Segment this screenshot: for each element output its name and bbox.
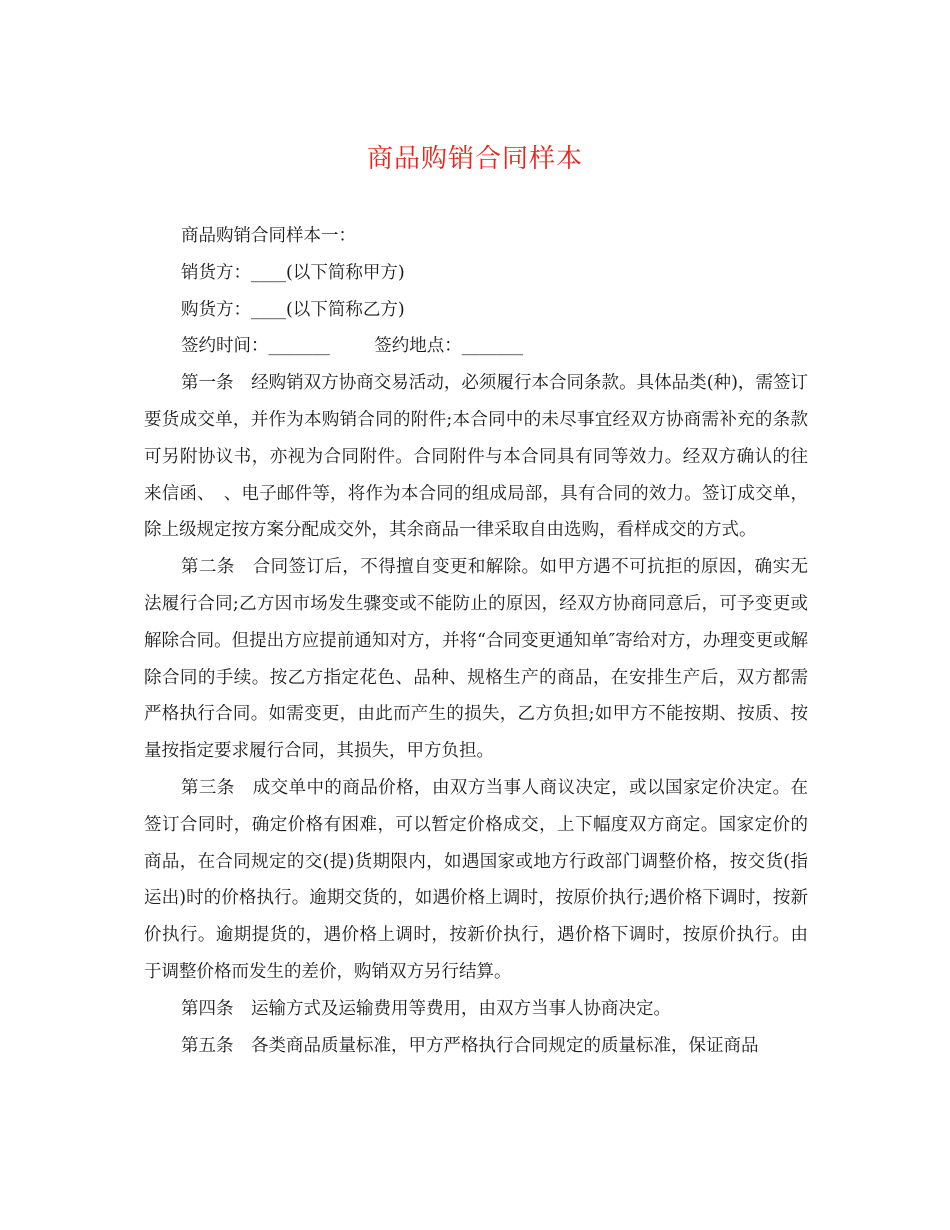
article-1: 第一条 经购销双方协商交易活动，必须履行本合同条款。具体品类(种)，需签订要货成交单，并作为本购销合同的附件;本合同中的未尽事宜经双方协商需补充的条款可另附协议书，亦视为合同附件。合同附件与本合同具有同等效力。经双方确认的往来信函、 、电子邮件等，将作为本合同的组成局部，具有合同的效力。签订成交单，除上级规定按方案分配成交外，其余商品一律采取自由选购，看样成交的方式。	[144, 373, 808, 541]
article-2: 第二条 合同签订后，不得擅自变更和解除。如甲方遇不可抗拒的原因，确实无法履行合同;乙方因市场发生骤变或不能防止的原因，经双方协商同意后，可予变更或解除合同。但提出方应提前通知对方，并将“合同变更通知单″寄给对方，办理变更或解除合同的手续。按乙方指定花色、品种、规格生产的商品，在安排生产后，双方都需严格执行合同。如需变更，由此而产生的损失，乙方负担;如甲方不能按期、按质、按量按指定要求履行合同，其损失，甲方负担。	[144, 557, 808, 762]
article-3: 第三条 成交单中的商品价格，由双方当事人商议决定，或以国家定价决定。在签订合同时，确定价格有困难，可以暂定价格成交，上下幅度双方商定。国家定价的商品，在合同规定的交(提)货期限内，如遇国家或地方行政部门调整价格，按交货(指运出)时的价格执行。逾期交货的，如遇价格上调时，按原价执行;遇价格下调时，按新价执行。逾期提货的，遇价格上调时，按新价执行，遇价格下调时，按原价执行。由于调整价格而发生的差价，购销双方另行结算。	[144, 777, 808, 982]
document-title: 商品购销合同样本	[366, 144, 583, 174]
article-5: 第五条 各类商品质量标准，甲方严格执行合同规定的质量标准，保证商品	[181, 1035, 759, 1056]
seller-line: 销货方：____(以下简称甲方)	[181, 262, 405, 283]
buyer-line: 购货方：____(以下简称乙方)	[181, 299, 405, 320]
article-4: 第四条 运输方式及运输费用等费用，由双方当事人协商决定。	[181, 998, 671, 1019]
document-subtitle: 商品购销合同样本一：	[181, 226, 356, 246]
sign-time-place-line: 签约时间：_______ 签约地点：_______	[181, 336, 524, 357]
document-body	[144, 218, 808, 1064]
